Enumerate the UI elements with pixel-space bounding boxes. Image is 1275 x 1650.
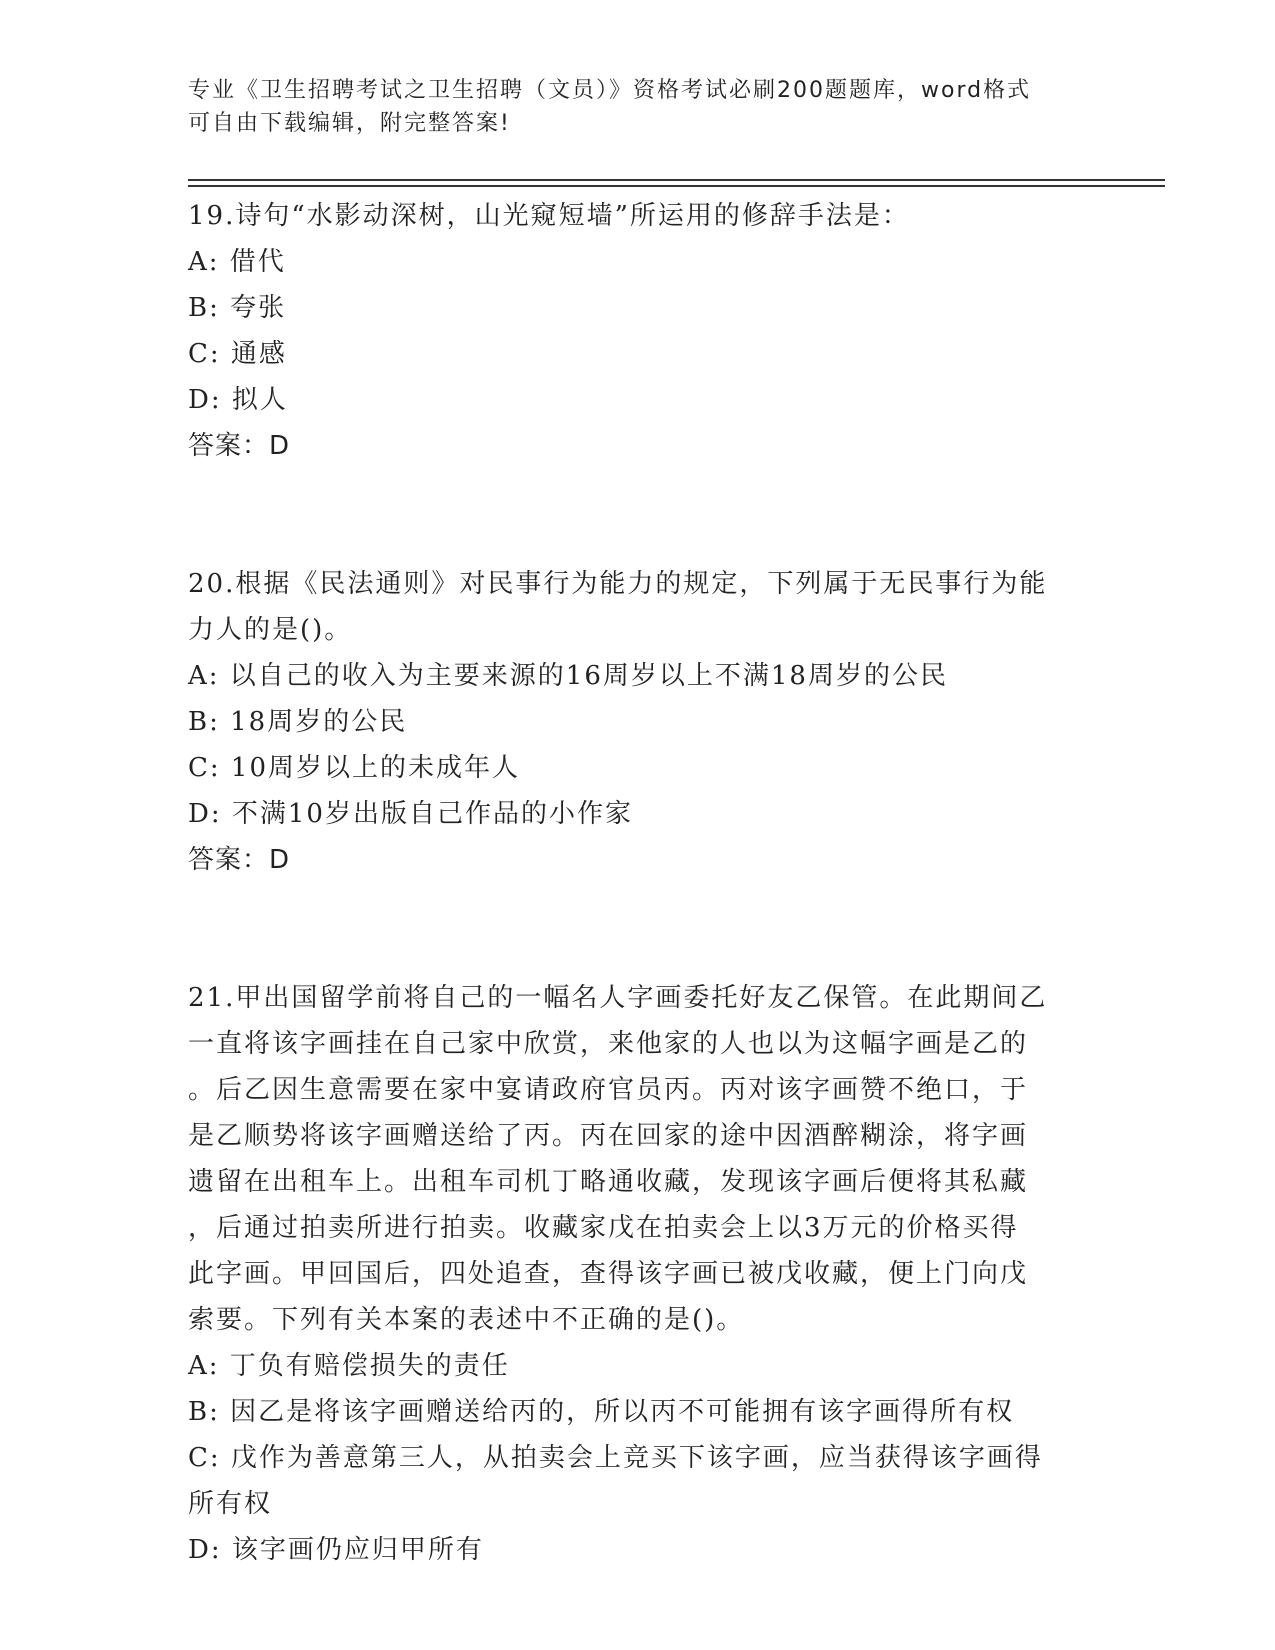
stem-line: 索要。下列有关本案的表述中不正确的是()。 (188, 1305, 745, 1335)
answer-line: 答案：D (188, 431, 291, 461)
option-line: A: 借代 (188, 247, 286, 277)
option-c (188, 1435, 1068, 1527)
option-b (188, 699, 1068, 745)
stem-line: ，后通过拍卖所进行拍卖。收藏家戊在拍卖会上以3万元的价格买得 (188, 1213, 1019, 1243)
header-line-2: 可自由下载编辑，附完整答案! (188, 111, 511, 136)
stem-line: 21.甲出国留学前将自己的一幅名人字画委托好友乙保管。在此期间乙 (188, 983, 1048, 1013)
stem-line: 此字画。甲回国后，四处追查，查得该字画已被戊收藏，便上门向戊 (188, 1259, 1029, 1289)
option-line: D: 不满10岁出版自己作品的小作家 (188, 799, 633, 829)
option-c (188, 331, 1068, 377)
option-b (188, 1389, 1068, 1435)
option-line: C: 通感 (188, 339, 287, 369)
header-line-1: 专业《卫生招聘考试之卫生招聘（文员）》资格考试必刷200题题库，word格式 (188, 78, 1032, 103)
option-line: A: 丁负有赔偿损失的责任 (188, 1351, 510, 1381)
question-21 (188, 975, 1068, 1573)
question-stem (188, 975, 1068, 1343)
stem-line: 19.诗句“水影动深树，山光窥短墙”所运用的修辞手法是： (188, 201, 910, 231)
header-rule-top (188, 179, 1165, 181)
question-stem (188, 193, 1068, 239)
option-line: B: 因乙是将该字画赠送给丙的，所以丙不可能拥有该字画得所有权 (188, 1397, 1015, 1427)
option-line: 所有权 (188, 1489, 273, 1519)
stem-line: 20.根据《民法通则》对民事行为能力的规定，下列属于无民事行为能 (188, 569, 1048, 599)
option-line: C: 10周岁以上的未成年人 (188, 753, 521, 783)
option-a (188, 239, 1068, 285)
question-spacer (188, 469, 1068, 561)
document-header (188, 74, 1068, 140)
questions-list (188, 193, 1068, 1573)
option-line: C: 戊作为善意第三人，从拍卖会上竞买下该字画，应当获得该字画得 (188, 1443, 1043, 1473)
stem-line: 力人的是()。 (188, 615, 353, 645)
option-line: B: 18周岁的公民 (188, 707, 408, 737)
option-d (188, 791, 1068, 837)
option-a (188, 1343, 1068, 1389)
stem-line: 。后乙因生意需要在家中宴请政府官员丙。丙对该字画赞不绝口，于 (188, 1075, 1029, 1105)
question-stem (188, 561, 1068, 653)
option-line: A: 以自己的收入为主要来源的16周岁以上不满18周岁的公民 (188, 661, 948, 691)
header-rule-bottom (188, 185, 1165, 187)
question-19 (188, 193, 1068, 469)
option-c (188, 745, 1068, 791)
option-line: B: 夸张 (188, 293, 287, 323)
option-line: D: 拟人 (188, 385, 288, 415)
option-d (188, 1527, 1068, 1573)
stem-line: 是乙顺势将该字画赠送给了丙。丙在回家的途中因酒醉糊涂，将字画 (188, 1121, 1029, 1151)
answer-line: 答案：D (188, 845, 291, 875)
question-spacer (188, 883, 1068, 975)
option-line: D: 该字画仍应归甲所有 (188, 1535, 484, 1565)
stem-line: 一直将该字画挂在自己家中欣赏，来他家的人也以为这幅字画是乙的 (188, 1029, 1029, 1059)
option-d (188, 377, 1068, 423)
option-a (188, 653, 1068, 699)
question-20 (188, 561, 1068, 883)
option-b (188, 285, 1068, 331)
stem-line: 遗留在出租车上。出租车司机丁略通收藏，发现该字画后便将其私藏 (188, 1167, 1029, 1197)
